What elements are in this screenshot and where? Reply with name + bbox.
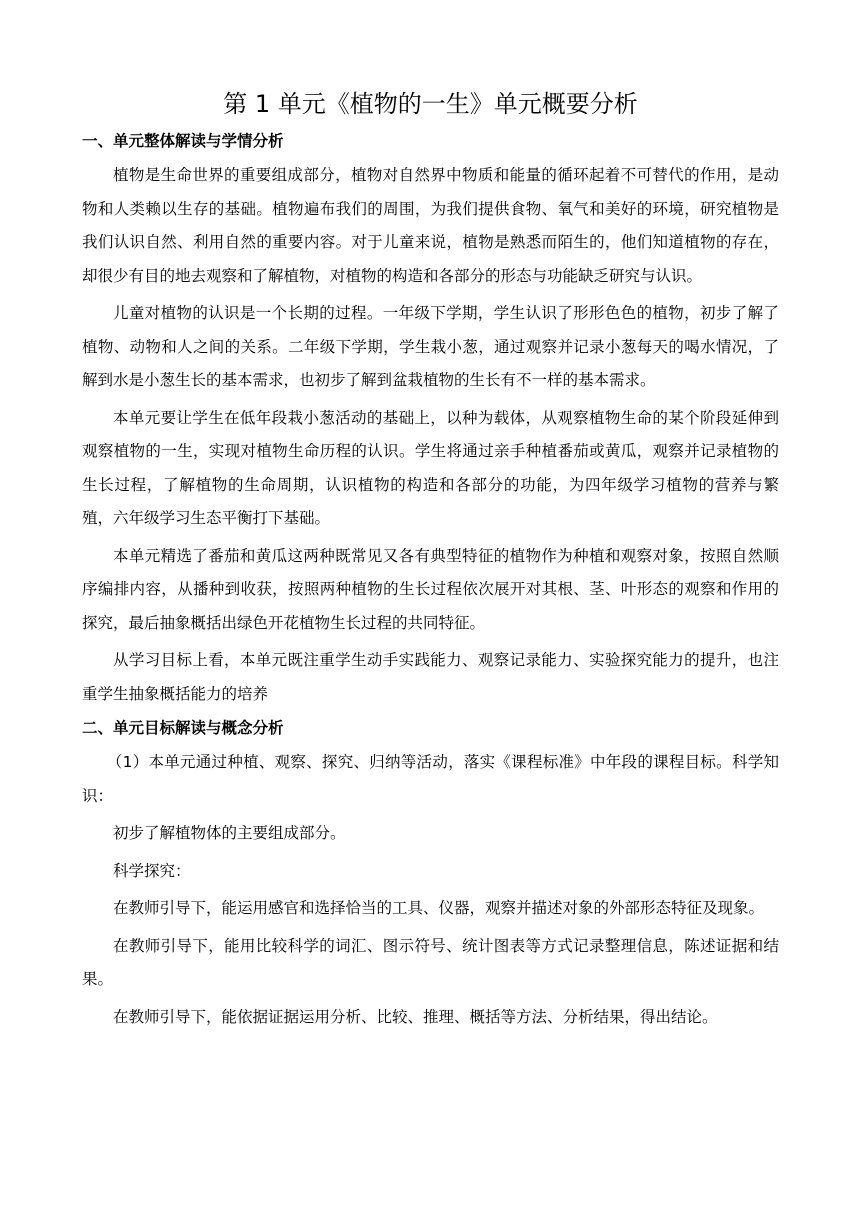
page-title: 第 1 单元《植物的一生》单元概要分析	[223, 90, 638, 118]
document-page	[82, 84, 779, 1038]
section-1-paragraph: 本单元要让学生在低年段栽小葱活动的基础上，以种为载体，从观察植物生命的某个阶段延伸到观察植物的一生，实现对植物生命历程的认识。学生将通过亲手种植番茄或黄瓜，观察并记录植物的生长过程，了解植物的生命周期，认识植物的构造和各部分的功能，为四年级学习植物的营养与繁殖，六年级学习生态平衡打下基础。	[82, 408, 779, 527]
section-1-paragraph: 从学习目标上看，本单元既注重学生动手实践能力、观察记录能力、实验探究能力的提升，也注重学生抽象概括能力的培养	[82, 651, 779, 703]
section-1-paragraph: 儿童对植物的认识是一个长期的过程。一年级下学期，学生认识了形形色色的植物，初步了解了植物、动物和人之间的关系。二年级下学期，学生栽小葱，通过观察并记录小葱每天的喝水情况，了解到水是小葱生长的基本需求，也初步了解到盆栽植物的生长有不一样的基本需求。	[82, 304, 779, 389]
section-2-paragraph: 初步了解植物体的主要组成部分。	[113, 824, 346, 842]
section-2-paragraph: 在教师引导下，能运用感官和选择恰当的工具、仪器，观察并描述对象的外部形态特征及现象。	[113, 899, 765, 917]
section-1-paragraph: 植物是生命世界的重要组成部分，植物对自然界中物质和能量的循环起着不可替代的作用，是动物和人类赖以生存的基础。植物遍布我们的周围，为我们提供食物、氧气和美好的环境，研究植物是我们认识自然、利用自然的重要内容。对于儿童来说，植物是熟悉而陌生的，他们知道植物的存在，却很少有目的地去观察和了解植物，对植物的构造和各部分的形态与功能缺乏研究与认识。	[82, 166, 779, 285]
section-1-heading: 一、单元整体解读与学情分析	[82, 132, 284, 150]
section-2-paragraph: （1）本单元通过种植、观察、探究、归纳等活动，落实《课程标准》中年段的课程目标。科学知识：	[82, 753, 779, 805]
section-2-heading: 二、单元目标解读与概念分析	[82, 719, 284, 737]
section-2	[82, 715, 779, 1034]
section-2-paragraph: 科学探究：	[113, 861, 191, 880]
section-2-paragraph: 在教师引导下，能用比较科学的词汇、图示符号、统计图表等方式记录整理信息，陈述证据和结果。	[82, 936, 779, 988]
section-2-paragraph: 在教师引导下，能依据证据运用分析、比较、推理、概括等方法、分析结果，得出结论。	[113, 1007, 718, 1026]
section-1-paragraph: 本单元精选了番茄和黄瓜这两种既常见又各有典型特征的植物作为种植和观察对象，按照自然顺序编排内容，从播种到收获，按照两种植物的生长过程依次展开对其根、茎、叶形态的观察和作用的探究，最后抽象概括出绿色开花植物生长过程的共同特征。	[82, 546, 779, 632]
section-1	[82, 128, 779, 711]
